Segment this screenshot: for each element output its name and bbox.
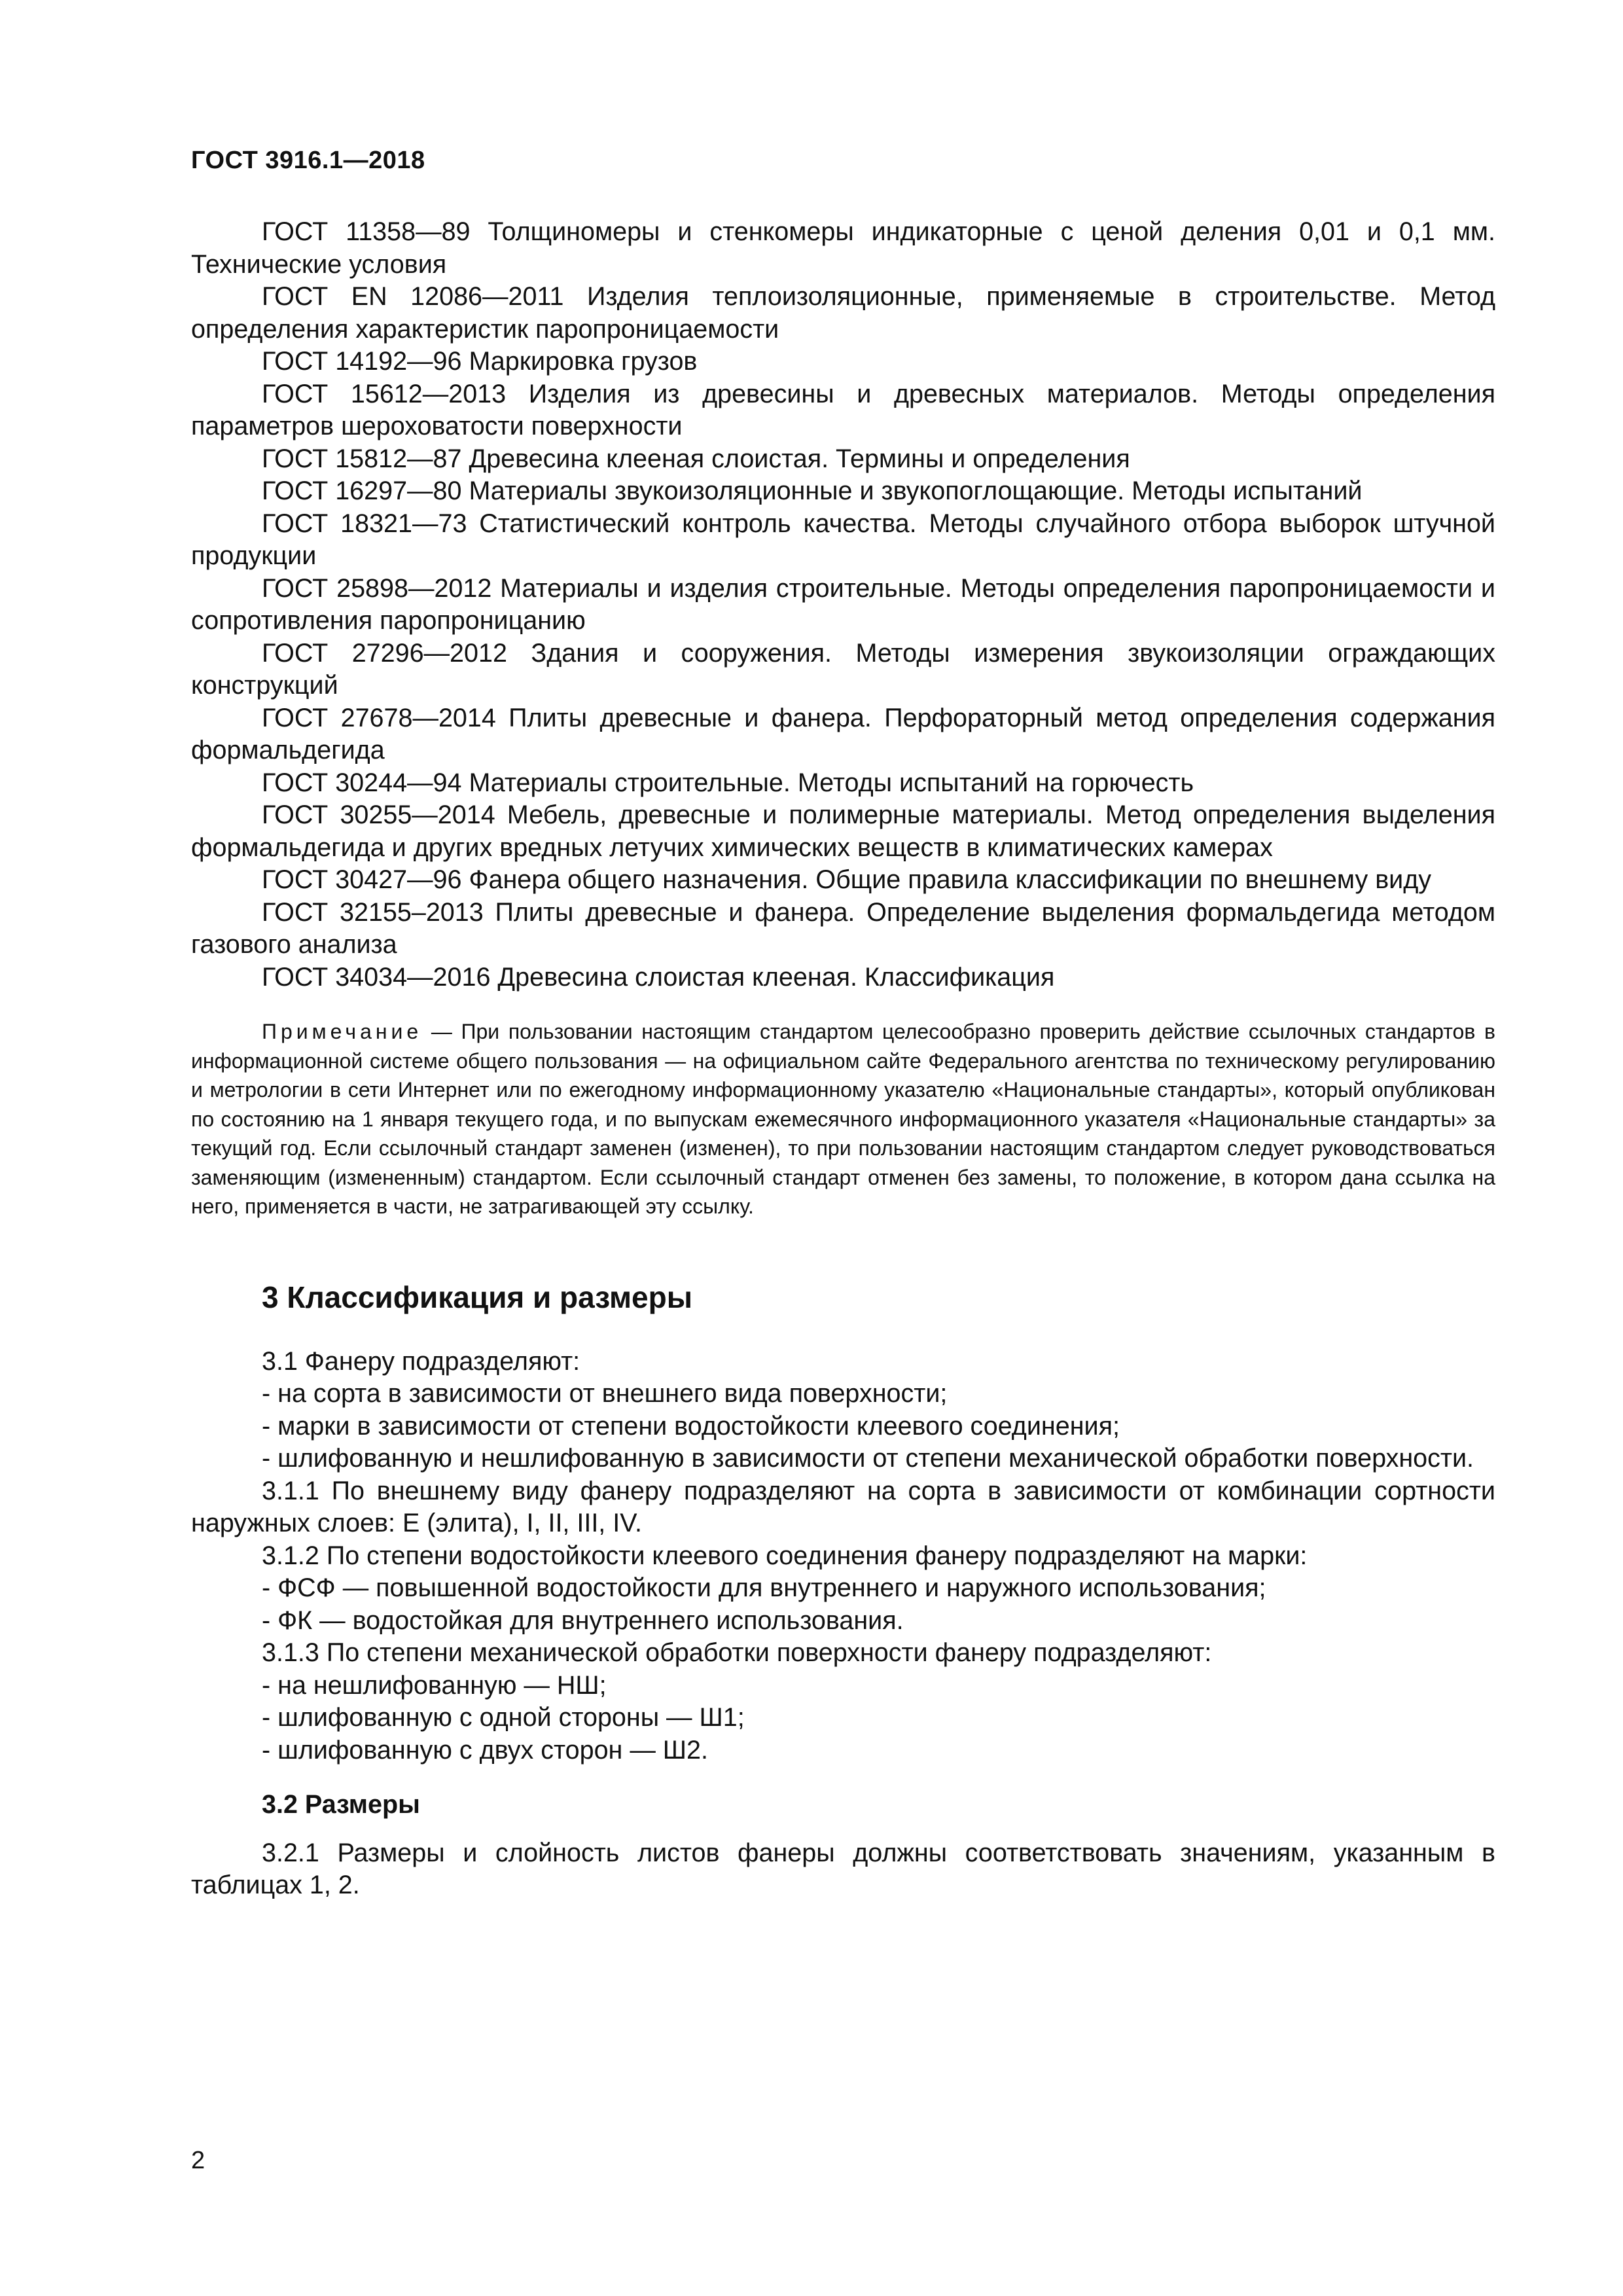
reference-item: ГОСТ 30244—94 Материалы строительные. Методы испытаний на горючесть xyxy=(262,768,1194,797)
reference-item: ГОСТ 30255—2014 Мебель, древесные и полимерные материалы. Метод определения выделения формальдегида и других вредных летучих химических веществ в климатических камерах xyxy=(191,800,1495,862)
reference-item: ГОСТ 27296—2012 Здания и сооружения. Методы измерения звукоизоляции ограждающих конструкций xyxy=(191,638,1495,700)
section-paragraph: - марки в зависимости от степени водостойкости клеевого соединения; xyxy=(262,1411,1120,1441)
section-paragraph: - на сорта в зависимости от внешнего вида поверхности; xyxy=(262,1379,948,1408)
subsection-3-2-body xyxy=(191,1837,1495,1902)
note-text: — При пользовании настоящим стандартом целесообразно проверить действие ссылочных стандартов в информационной системе общего пользования — на официальном сайте Федерального агентства по техническому регулированию и метрологии в сети Интернет или по ежегодному информационному указателю «Национальные стандарты», который опубликован по состоянию на 1 января текущего года, и по выпускам ежемесячного информационного указателя «Национальные стандарты» за текущий год. Если ссылочный стандарт заменен (изменен), то при пользовании настоящим стандартом следует руководствоваться заменяющим (измененным) стандартом. Если ссылочный стандарт отменен без замены, то положение, в котором дана ссылка на него, применяется в части, не затрагивающей эту ссылку. xyxy=(191,1020,1495,1218)
page-content xyxy=(191,216,1495,1902)
section-paragraph: - ФК — водостойкая для внутреннего использования. xyxy=(262,1605,904,1635)
page-header-standard-code: ГОСТ 3916.1—2018 xyxy=(191,147,425,174)
reference-item: ГОСТ 18321—73 Статистический контроль качества. Методы случайного отбора выборок штучной продукции xyxy=(191,509,1495,570)
section-paragraph: 3.1.1 По внешнему виду фанеру подразделяют на сорта в зависимости от комбинации сортности наружных слоев: Е (элита), I, II, III, IV. xyxy=(191,1476,1495,1537)
section-paragraph: - ФСФ — повышенной водостойкости для внутреннего и наружного использования; xyxy=(262,1573,1266,1602)
section-paragraph: - шлифованную с одной стороны — Ш1; xyxy=(262,1703,745,1732)
section-paragraph: - шлифованную и нешлифованную в зависимости от степени механической обработки поверхности. xyxy=(262,1444,1474,1473)
references-note xyxy=(191,1017,1495,1221)
reference-item: ГОСТ 25898—2012 Материалы и изделия строительные. Методы определения паропроницаемости и сопротивления паропроницанию xyxy=(191,573,1495,635)
section-3-body xyxy=(191,1346,1495,1767)
reference-item: ГОСТ 15612—2013 Изделия из древесины и древесных материалов. Методы определения параметров шероховатости поверхности xyxy=(191,379,1495,440)
section-3-title: 3 Классификация и размеры xyxy=(262,1280,693,1314)
section-paragraph: 3.1.2 По степени водостойкости клеевого соединения фанеру подразделяют на марки: xyxy=(262,1541,1308,1570)
reference-item: ГОСТ 15812—87 Древесина клееная слоистая. Термины и определения xyxy=(262,444,1130,473)
reference-item: ГОСТ 11358—89 Толщиномеры и стенкомеры индикаторные с ценой деления 0,01 и 0,1 мм. Технические условия xyxy=(191,217,1495,279)
note-label: Примечание xyxy=(262,1020,423,1043)
section-paragraph: 3.1.3 По степени механической обработки поверхности фанеру подразделяют: xyxy=(262,1638,1212,1667)
page-number: 2 xyxy=(191,2147,205,2174)
reference-item: ГОСТ 14192—96 Маркировка грузов xyxy=(262,347,698,376)
section-paragraph: 3.2.1 Размеры и слойность листов фанеры должны соответствовать значениям, указанным в таблицах 1, 2. xyxy=(191,1838,1495,1899)
section-paragraph: - на нешлифованную — НШ; xyxy=(262,1670,607,1700)
reference-item: ГОСТ 34034—2016 Древесина слоистая клееная. Классификация xyxy=(262,962,1055,992)
subsection-3-2-title: 3.2 Размеры xyxy=(262,1790,420,1819)
reference-item: ГОСТ 16297—80 Материалы звукоизоляционные и звукопоглощающие. Методы испытаний xyxy=(262,476,1363,505)
reference-item: ГОСТ 27678—2014 Плиты древесные и фанера. Перфораторный метод определения содержания формальдегида xyxy=(191,703,1495,764)
normative-references-list xyxy=(191,216,1495,994)
section-paragraph: - шлифованную с двух сторон — Ш2. xyxy=(262,1735,708,1765)
section-paragraph: 3.1 Фанеру подразделяют: xyxy=(262,1346,580,1376)
reference-item: ГОСТ EN 12086—2011 Изделия теплоизоляционные, применяемые в строительстве. Метод определения характеристик паропроницаемости xyxy=(191,282,1495,344)
reference-item: ГОСТ 30427—96 Фанера общего назначения. Общие правила классификации по внешнему виду xyxy=(262,865,1432,894)
reference-item: ГОСТ 32155–2013 Плиты древесные и фанера. Определение выделения формальдегида методом газового анализа xyxy=(191,897,1495,959)
